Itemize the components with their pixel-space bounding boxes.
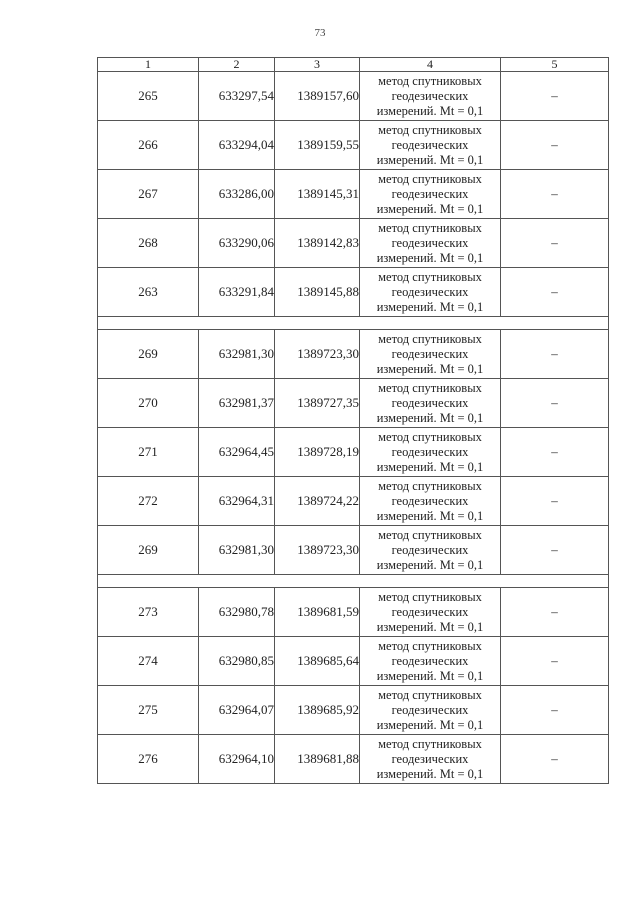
method-line-3: измерений. Mt = 0,1 [376, 299, 484, 314]
note-cell: – [501, 268, 609, 317]
x-coordinate-cell: 633290,06 [199, 219, 275, 268]
point-number-cell: 267 [98, 170, 199, 219]
note-cell: – [501, 526, 609, 575]
table-row [98, 477, 609, 526]
note-cell: – [501, 219, 609, 268]
x-coordinate-cell: 632964,10 [199, 735, 275, 784]
table-row [98, 686, 609, 735]
note-cell: – [501, 637, 609, 686]
point-number-cell: 268 [98, 219, 199, 268]
method-line-3: измерений. Mt = 0,1 [376, 410, 484, 425]
y-coordinate-cell: 1389728,19 [275, 428, 360, 477]
point-number-cell: 275 [98, 686, 199, 735]
method-cell [360, 735, 501, 784]
note-cell: – [501, 477, 609, 526]
method-line-1: метод спутниковых [378, 429, 482, 444]
y-coordinate-cell: 1389685,64 [275, 637, 360, 686]
note-cell: – [501, 735, 609, 784]
point-number-cell: 276 [98, 735, 199, 784]
method-line-3: измерений. Mt = 0,1 [376, 250, 484, 265]
x-coordinate-cell: 633286,00 [199, 170, 275, 219]
method-line-1: метод спутниковых [378, 638, 482, 653]
column-header-3: 3 [275, 58, 360, 72]
method-line-2: геодезических [391, 444, 469, 459]
method-line-2: геодезических [391, 346, 469, 361]
note-cell: – [501, 686, 609, 735]
y-coordinate-cell: 1389681,59 [275, 588, 360, 637]
table-row [98, 379, 609, 428]
coordinates-table [97, 57, 609, 784]
method-line-1: метод спутниковых [378, 380, 482, 395]
method-line-2: геодезических [391, 702, 469, 717]
table-row [98, 428, 609, 477]
method-cell [360, 477, 501, 526]
note-cell: – [501, 170, 609, 219]
column-header-4: 4 [360, 58, 501, 72]
method-cell [360, 428, 501, 477]
table-body [98, 72, 609, 784]
table-row [98, 637, 609, 686]
method-line-1: метод спутниковых [378, 589, 482, 604]
method-line-3: измерений. Mt = 0,1 [376, 717, 484, 732]
method-line-1: метод спутниковых [378, 478, 482, 493]
x-coordinate-cell: 633291,84 [199, 268, 275, 317]
x-coordinate-cell: 632964,07 [199, 686, 275, 735]
method-line-2: геодезических [391, 284, 469, 299]
y-coordinate-cell: 1389681,88 [275, 735, 360, 784]
note-cell: – [501, 588, 609, 637]
x-coordinate-cell: 632980,78 [199, 588, 275, 637]
y-coordinate-cell: 1389157,60 [275, 72, 360, 121]
point-number-cell: 269 [98, 526, 199, 575]
separator-cell [98, 575, 609, 588]
point-number-cell: 274 [98, 637, 199, 686]
method-cell [360, 330, 501, 379]
y-coordinate-cell: 1389724,22 [275, 477, 360, 526]
y-coordinate-cell: 1389685,92 [275, 686, 360, 735]
note-cell: – [501, 72, 609, 121]
page-number: 73 [314, 27, 326, 39]
y-coordinate-cell: 1389159,55 [275, 121, 360, 170]
method-line-1: метод спутниковых [378, 122, 482, 137]
column-header-5: 5 [501, 58, 609, 72]
method-cell [360, 637, 501, 686]
table-row [98, 526, 609, 575]
note-cell: – [501, 121, 609, 170]
method-cell [360, 268, 501, 317]
x-coordinate-cell: 633297,54 [199, 72, 275, 121]
y-coordinate-cell: 1389723,30 [275, 526, 360, 575]
method-line-1: метод спутниковых [378, 736, 482, 751]
method-cell [360, 219, 501, 268]
y-coordinate-cell: 1389142,83 [275, 219, 360, 268]
method-line-3: измерений. Mt = 0,1 [376, 103, 484, 118]
method-cell [360, 121, 501, 170]
method-line-3: измерений. Mt = 0,1 [376, 152, 484, 167]
table-row [98, 588, 609, 637]
method-line-1: метод спутниковых [378, 220, 482, 235]
column-header-1: 1 [98, 58, 199, 72]
method-line-1: метод спутниковых [378, 527, 482, 542]
method-line-2: геодезических [391, 235, 469, 250]
column-header-2: 2 [199, 58, 275, 72]
method-line-2: геодезических [391, 395, 469, 410]
x-coordinate-cell: 632981,30 [199, 330, 275, 379]
method-line-2: геодезических [391, 751, 469, 766]
method-line-3: измерений. Mt = 0,1 [376, 619, 484, 634]
x-coordinate-cell: 632964,31 [199, 477, 275, 526]
method-cell [360, 170, 501, 219]
section-separator-row [98, 317, 609, 330]
y-coordinate-cell: 1389727,35 [275, 379, 360, 428]
method-cell [360, 686, 501, 735]
x-coordinate-cell: 633294,04 [199, 121, 275, 170]
method-line-3: измерений. Mt = 0,1 [376, 459, 484, 474]
section-separator-row [98, 575, 609, 588]
method-line-3: измерений. Mt = 0,1 [376, 361, 484, 376]
method-line-2: геодезических [391, 88, 469, 103]
table-row [98, 735, 609, 784]
x-coordinate-cell: 632980,85 [199, 637, 275, 686]
method-line-2: геодезических [391, 493, 469, 508]
y-coordinate-cell: 1389145,31 [275, 170, 360, 219]
table-row [98, 72, 609, 121]
point-number-cell: 263 [98, 268, 199, 317]
point-number-cell: 272 [98, 477, 199, 526]
method-line-2: геодезических [391, 137, 469, 152]
y-coordinate-cell: 1389723,30 [275, 330, 360, 379]
method-line-2: геодезических [391, 542, 469, 557]
note-cell: – [501, 330, 609, 379]
table-row [98, 268, 609, 317]
method-line-3: измерений. Mt = 0,1 [376, 668, 484, 683]
point-number-cell: 273 [98, 588, 199, 637]
table-header-row [98, 58, 609, 72]
point-number-cell: 270 [98, 379, 199, 428]
x-coordinate-cell: 632964,45 [199, 428, 275, 477]
method-cell [360, 72, 501, 121]
x-coordinate-cell: 632981,30 [199, 526, 275, 575]
y-coordinate-cell: 1389145,88 [275, 268, 360, 317]
method-line-1: метод спутниковых [378, 687, 482, 702]
point-number-cell: 271 [98, 428, 199, 477]
method-cell [360, 526, 501, 575]
separator-cell [98, 317, 609, 330]
table-row [98, 219, 609, 268]
table-row [98, 121, 609, 170]
point-number-cell: 269 [98, 330, 199, 379]
table-row [98, 170, 609, 219]
x-coordinate-cell: 632981,37 [199, 379, 275, 428]
method-line-3: измерений. Mt = 0,1 [376, 201, 484, 216]
method-line-1: метод спутниковых [378, 269, 482, 284]
method-line-3: измерений. Mt = 0,1 [376, 508, 484, 523]
method-line-3: измерений. Mt = 0,1 [376, 766, 484, 781]
method-line-3: измерений. Mt = 0,1 [376, 557, 484, 572]
method-line-1: метод спутниковых [378, 331, 482, 346]
method-cell [360, 588, 501, 637]
method-cell [360, 379, 501, 428]
table-row [98, 330, 609, 379]
point-number-cell: 266 [98, 121, 199, 170]
point-number-cell: 265 [98, 72, 199, 121]
method-line-2: геодезических [391, 653, 469, 668]
method-line-1: метод спутниковых [378, 73, 482, 88]
note-cell: – [501, 428, 609, 477]
method-line-2: геодезических [391, 604, 469, 619]
method-line-1: метод спутниковых [378, 171, 482, 186]
method-line-2: геодезических [391, 186, 469, 201]
note-cell: – [501, 379, 609, 428]
